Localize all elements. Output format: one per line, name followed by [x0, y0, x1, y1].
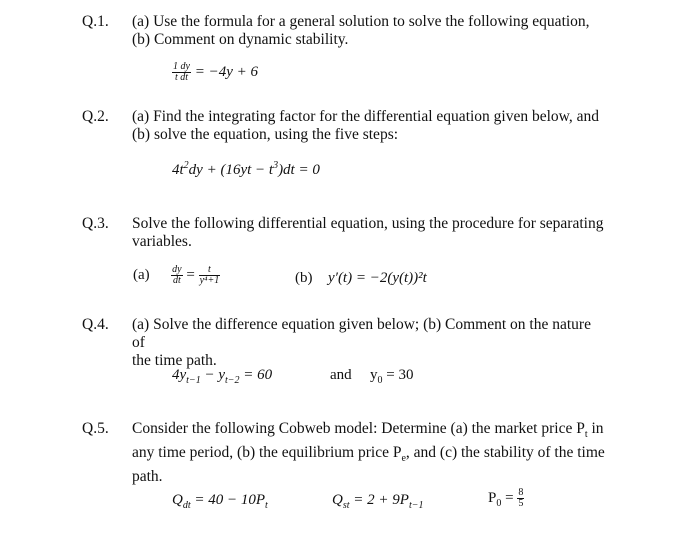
question-text — [132, 13, 607, 49]
question-line: (b) solve the equation, using the five steps: — [132, 126, 399, 143]
initial-price: $P_0$ = $\frac{8}{5}$ — [488, 487, 524, 509]
equation: $4y_{t-1} - y_{t-2} = 60$ — [172, 367, 273, 386]
question-line: (a) Solve the difference equation given below; (b) Comment on the nature of — [132, 316, 591, 351]
equation-b: (b) y′(t) = −2(y(t))²t — [295, 270, 427, 286]
fraction: $\frac{dy}{dt}$ — [172, 264, 182, 286]
question-line: variables. — [132, 233, 192, 250]
question-line: Solve the following differential equation, using the procedure for separating — [132, 215, 604, 232]
question-line: any time period, (b) the equilibrium price $P_e$, and (c) the stability of the time — [132, 444, 605, 465]
fraction: $\frac{1 dy}{\text{t dt}}$ — [173, 61, 190, 83]
question-text — [132, 108, 607, 144]
fraction: $\frac{t}{\text{y⁴+1}}$ — [199, 264, 220, 286]
question-number: Q.3. — [82, 215, 109, 232]
question-line: (a) Use the formula for a general solution to solve the following equation, — [132, 13, 590, 30]
question-line: path. — [132, 468, 163, 486]
question-line: the time path. — [132, 352, 217, 369]
question-line: Consider the following Cobweb model: Determine (a) the market price $P_t$ in — [132, 420, 604, 441]
question-number: Q.4. — [82, 316, 109, 333]
question-line: (a) Find the integrating factor for the differential equation given below, and — [132, 108, 599, 125]
question-line: (b) Comment on dynamic stability. — [132, 31, 349, 48]
and-label: and — [330, 367, 352, 383]
question-text — [132, 420, 607, 486]
fraction: $\frac{8}{5}$ — [518, 487, 524, 509]
supply-equation: $Q_{st} = 2 + 9P_{t-1}$ — [332, 492, 424, 511]
question-number: Q.5. — [82, 420, 109, 437]
initial-condition: $y_0 = 30$ — [370, 367, 414, 386]
equation-a: (a) $\frac{dy}{dt}$ = $\frac{t}{\text{y⁴+1}}$ — [133, 264, 220, 286]
equation: $4t^2dy + (16yt - t^3)dt = 0$ — [172, 160, 320, 178]
question-text — [132, 215, 607, 251]
equation: $\frac{1 dy}{\text{t dt}}$ = −4y + 6 — [173, 61, 258, 83]
question-number: Q.1. — [82, 13, 109, 30]
question-number: Q.2. — [82, 108, 109, 125]
demand-equation: $Q_{dt} = 40 - 10P_t$ — [172, 492, 268, 511]
question-text — [132, 316, 607, 370]
